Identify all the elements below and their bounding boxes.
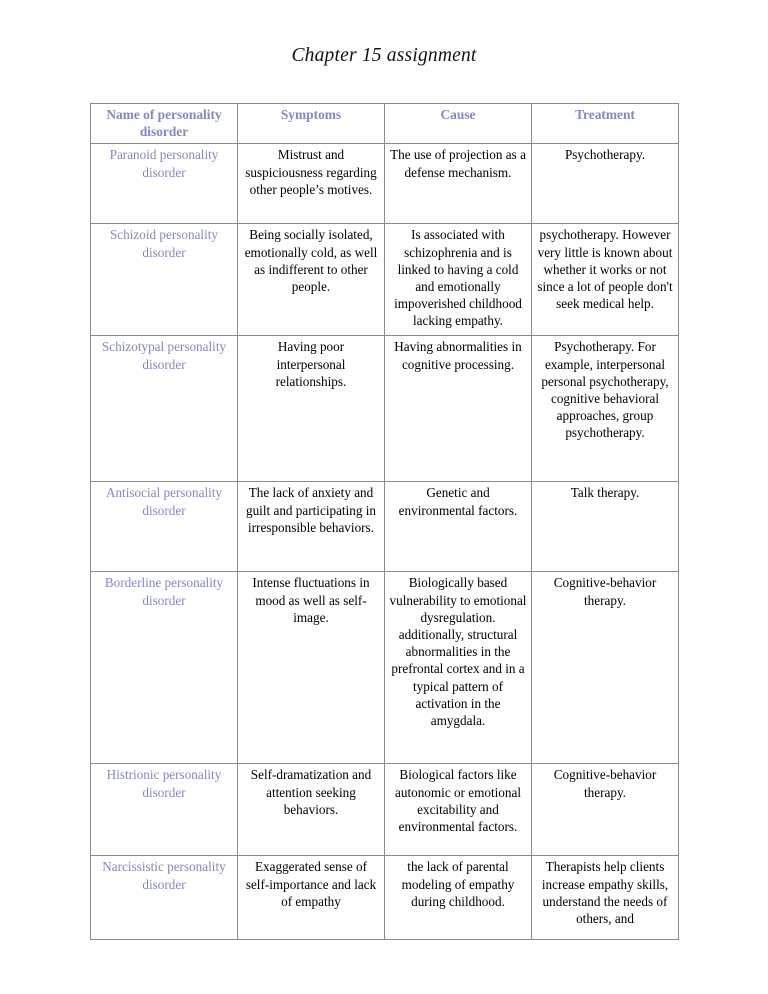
cell-symptoms: Having poor interpersonal relationships.	[238, 336, 385, 482]
page-title: Chapter 15 assignment	[291, 45, 477, 66]
cell-treatment: Psychotherapy. For example, interpersonal personal psychotherapy, cognitive behavioral approaches, group psychotherapy.	[532, 336, 679, 482]
column-header-name: Name of personality disorder	[91, 104, 238, 144]
table-body	[91, 144, 679, 940]
table-row	[91, 336, 679, 482]
cell-treatment: Cognitive-behavior therapy.	[532, 764, 679, 856]
cell-disorder-name: Narcissistic personality disorder	[91, 856, 238, 940]
cell-treatment: Talk therapy.	[532, 482, 679, 572]
cell-symptoms: The lack of anxiety and guilt and participating in irresponsible behaviors.	[238, 482, 385, 572]
cell-treatment: Cognitive-behavior therapy.	[532, 572, 679, 764]
cell-treatment: psychotherapy. However very little is known about whether it works or not since a lot of people don't seek medical help.	[532, 224, 679, 336]
table-row	[91, 764, 679, 856]
column-header-symptoms: Symptoms	[238, 104, 385, 144]
table-row	[91, 144, 679, 224]
cell-symptoms: Intense fluctuations in mood as well as self-image.	[238, 572, 385, 764]
personality-disorders-table	[90, 103, 679, 940]
personality-disorders-table-wrapper	[90, 103, 678, 940]
cell-symptoms: Exaggerated sense of self-importance and lack of empathy	[238, 856, 385, 940]
table-row	[91, 224, 679, 336]
cell-symptoms: Being socially isolated, emotionally cold, as well as indifferent to other people.	[238, 224, 385, 336]
cell-cause: Is associated with schizophrenia and is linked to having a cold and emotionally impoverished childhood lacking empathy.	[385, 224, 532, 336]
cell-disorder-name: Antisocial personality disorder	[91, 482, 238, 572]
table-header	[91, 104, 679, 144]
table-header-row	[91, 104, 679, 144]
cell-disorder-name: Schizoid personality disorder	[91, 224, 238, 336]
table-row	[91, 856, 679, 940]
table-row	[91, 482, 679, 572]
cell-symptoms: Mistrust and suspiciousness regarding other people’s motives.	[238, 144, 385, 224]
cell-cause: Having abnormalities in cognitive processing.	[385, 336, 532, 482]
cell-treatment: Psychotherapy.	[532, 144, 679, 224]
cell-symptoms: Self-dramatization and attention seeking behaviors.	[238, 764, 385, 856]
table-row	[91, 572, 679, 764]
cell-disorder-name: Paranoid personality disorder	[91, 144, 238, 224]
cell-disorder-name: Histrionic personality disorder	[91, 764, 238, 856]
cell-cause: the lack of parental modeling of empathy during childhood.	[385, 856, 532, 940]
cell-disorder-name: Schizotypal personality disorder	[91, 336, 238, 482]
cell-cause: Genetic and environmental factors.	[385, 482, 532, 572]
cell-treatment: Therapists help clients increase empathy skills, understand the needs of others, and	[532, 856, 679, 940]
cell-disorder-name: Borderline personality disorder	[91, 572, 238, 764]
column-header-cause: Cause	[385, 104, 532, 144]
column-header-treatment: Treatment	[532, 104, 679, 144]
cell-cause: Biologically based vulnerability to emotional dysregulation. additionally, structural abnormalities in the prefrontal cortex and in a typical pattern of activation in the amygdala.	[385, 572, 532, 764]
cell-cause: Biological factors like autonomic or emotional excitability and environmental factors.	[385, 764, 532, 856]
cell-cause: The use of projection as a defense mechanism.	[385, 144, 532, 224]
